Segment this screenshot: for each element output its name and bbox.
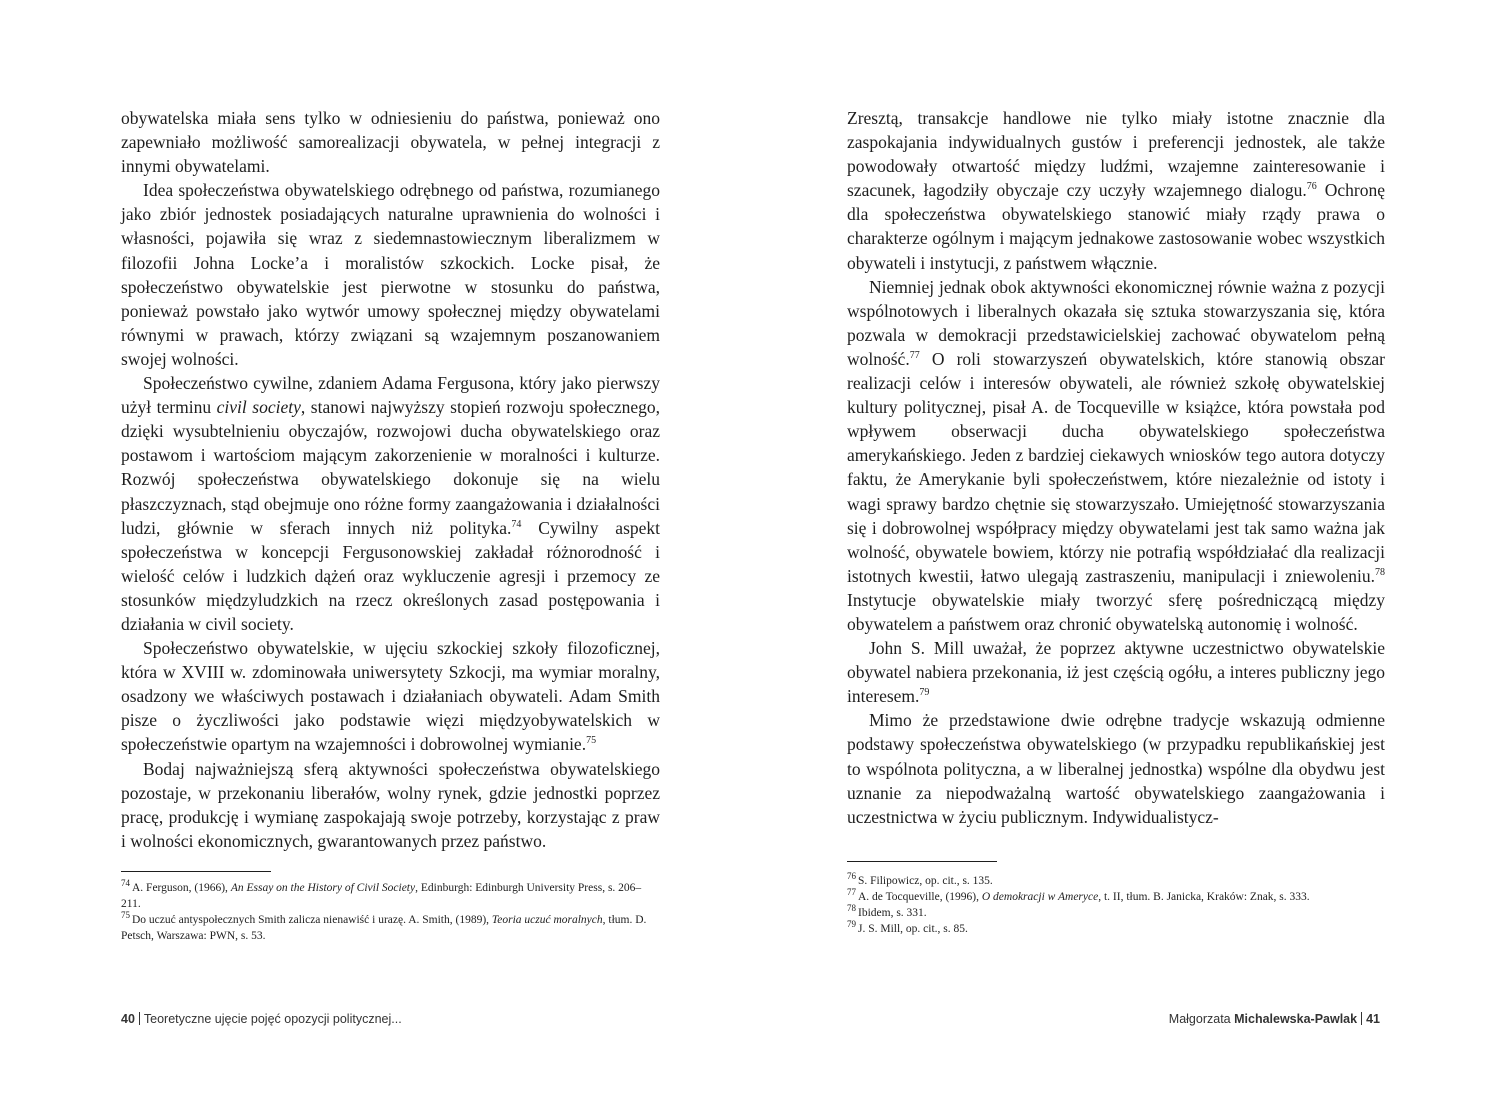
footnote-number: 77 [847, 887, 856, 898]
paragraph [121, 371, 660, 636]
text-run: Ochronę dla społeczeństwa obywatelskiego stanowić miały rządy prawa o charakterze ogólnym i mającym jednakowe zastosowanie wobec wszystkich obywateli i instytucji, z państwem włącznie. [847, 180, 1385, 273]
paragraph [121, 636, 660, 756]
italic-title: O demokracji w Ameryce [981, 891, 1099, 903]
footnote-number: 79 [847, 919, 856, 930]
text-run: O roli stowarzyszeń obywatelskich, które stanowią obszar realizacji celów i interesów obywateli, ale również szkołę obywatelskiej kultury politycznej, pisał A. de Tocqueville w książce, która powstała pod wpływem obserwacji ducha obywatelskiego społeczeństwa amerykańskiego. Jeden z bardziej ciekawych wniosków tego autora dotyczy faktu, że Amerykanie byli społeczeństwem, które niezależnie od istoty i wagi sprawy bardzo chętnie się stowarzyszało. Umiejętność stowarzyszania się i dobrowolnej współpracy między obywatelami jest tak samo ważna jak wolność, obywatele bowiem, którzy nie potrafią współdziałać dla realizacji istotnych kwestii, łatwo ulegają zastraszeniu, manipulacji i zniewoleniu. [847, 348, 1385, 586]
footnote-separator [847, 861, 997, 862]
text-run: Niemniej jednak obok aktywności ekonomicznej równie ważna z pozycji wspólnotowych i liberalnych okazała się sztuka stowarzyszania się, która pozwala w demokracji przedstawicielskiej zachować obywatelom pełną wolność. [847, 276, 1385, 369]
paragraph [847, 275, 1385, 636]
author-first-name: Małgorzata [1168, 1012, 1231, 1026]
paragraph [121, 178, 660, 371]
text-run: obywatelska miała sens tylko w odniesieniu do państwa, ponieważ ono zapewniało możliwość samorealizacji obywatela, w pełnej integracji z innymi obywatelami. [121, 108, 660, 177]
paragraph [121, 757, 660, 853]
text-run: A. de Tocqueville, (1996), [858, 891, 982, 903]
right-footnotes [847, 873, 1385, 937]
footnote [847, 889, 1385, 905]
footer-divider [1361, 1012, 1362, 1025]
text-run: Cywilny aspekt społeczeństwa w koncepcji Fergusonowskiej zakładał różnorodność i wielość celów i ludzkich dążeń oraz wykluczenie agresji i przemocy ze stosunków międzyludzkich na rzecz określonych zasad postępowania i działania w civil society. [121, 517, 661, 634]
text-run: , tłum. D. Petsch, Warszawa: PWN, s. 53. [121, 914, 647, 942]
footnote [847, 873, 1385, 889]
footnote-reference: 78 [1375, 566, 1385, 578]
footnote-reference: 74 [511, 518, 522, 530]
text-run: , stanowi najwyższy stopień rozwoju społecznego, dzięki wysubtelnieniu obyczajów, rozwojowi ducha obywatelskiego oraz postawom i wartościom mającym zakorzenienie w moralności i kulturze. Rozwój społeczeństwa obywatelskiego dokonuje się na wielu płaszczyznach, stąd obejmuje ono różne formy zaangażowania i działalności ludzi, głównie w sferach innych niż polityka. [121, 397, 660, 538]
footer-divider [139, 1012, 140, 1025]
text-run: S. Filipowicz, op. cit., s. 135. [858, 875, 993, 887]
italic-title: civil society [216, 397, 301, 418]
text-run: J. S. Mill, op. cit., s. 85. [858, 923, 968, 935]
text-run: John S. Mill uważał, że poprzez aktywne uczestnictwo obywatelskie obywatel nabiera przekonania, iż jest częścią ogółu, a interes publiczny jego interesem. [847, 638, 1385, 707]
text-run: Społeczeństwo obywatelskie, w ujęciu szkockiej szkoły filozoficznej, która w XVIII w. zdominowała uniwersytety Szkocji, ma wymiar moralny, osadzony we właściwych postawach i działaniach obywateli. Adam Smith pisze o życzliwości jako podstawie więzi międzyobywatelskich w społeczeństwie opartym na wzajemności i dobrowolnej wymianie. [121, 638, 660, 755]
right-body-text [847, 106, 1385, 829]
paragraph [121, 106, 660, 178]
text-run: Idea społeczeństwa obywatelskiego odrębnego od państwa, rozumianego jako zbiór jednostek posiadających naturalne uprawnienia do wolności i własności, pojawiła się wraz z siedemnastowiecznym liberalizmem w filozofii Johna Locke’a i moralistów szkockich. Locke pisał, że społeczeństwo obywatelskie jest pierwotne w stosunku do państwa, ponieważ powstało jako wytwór umowy społecznej między obywatelami równymi w prawach, którzy związani są wzajemnym poszanowaniem swojej wolności. [121, 180, 660, 369]
left-footnotes [121, 880, 660, 944]
paragraph [847, 708, 1385, 828]
text-run: Instytucje obywatelskie miały tworzyć sferę pośredniczącą między obywatelem a państwem oraz chronić obywatelską autonomię i wolność. [847, 589, 1385, 634]
footnote-number: 78 [847, 903, 856, 914]
footnote [847, 921, 1385, 937]
footnote-reference: 75 [586, 735, 597, 747]
page-number: 40 [121, 1012, 135, 1026]
page-number: 41 [1366, 1012, 1380, 1026]
right-running-footer [1169, 1012, 1380, 1026]
text-run: A. Ferguson, (1966), [132, 882, 231, 894]
footnote [121, 912, 660, 944]
footnote-reference: 77 [909, 350, 920, 362]
footnote [847, 905, 1385, 921]
left-body-text [121, 106, 660, 853]
footnote-reference: 79 [919, 687, 930, 699]
italic-title: Teoria uczuć moralnych [491, 914, 603, 926]
text-run: , t. II, tłum. B. Janicka, Kraków: Znak, s. 333. [1098, 891, 1310, 903]
text-run: Zresztą, transakcje handlowe nie tylko miały istotne znacznie dla zaspokajania indywidualnych gustów i preferencji jednostek, ale także powodowały otwartość między ludźmi, wzajemne zainteresowanie i szacunek, łagodziły obyczaje czy uczyły wzajemnego dialogu. [847, 108, 1385, 201]
running-title: Teoretyczne ujęcie pojęć opozycji politycznej... [143, 1012, 402, 1026]
footnote-reference: 76 [1306, 181, 1317, 193]
paragraph [847, 106, 1385, 275]
text-run: Społeczeństwo cywilne, zdaniem Adama Fergusona, który jako pierwszy użył terminu [121, 373, 660, 418]
italic-title: An Essay on the History of Civil Society [230, 882, 416, 894]
text-run: Ibidem, s. 331. [858, 907, 927, 919]
right-page [750, 0, 1500, 1118]
footnote-number: 74 [121, 878, 130, 889]
text-run: Do uczuć antyspołecznych Smith zalicza nienawiść i urazę. A. Smith, (1989), [132, 914, 492, 926]
footnote-number: 75 [121, 910, 130, 921]
text-run: , Edinburgh: Edinburgh University Press, s. 206–211. [121, 882, 642, 910]
text-run: Mimo że przedstawione dwie odrębne tradycje wskazują odmienne podstawy społeczeństwa obywatelskiego (w przypadku republikańskiej jest to wspólnota polityczna, a w liberalnej jednostka) wspólne dla obydwu jest uznanie za niepodważalną wartość obywatelskiego zaangażowania i uczestnictwa w życiu publicznym. Indywidualistycz- [847, 710, 1385, 827]
paragraph [847, 636, 1385, 708]
text-run: Bodaj najważniejszą sferą aktywności społeczeństwa obywatelskiego pozostaje, w przekonaniu liberałów, wolny rynek, gdzie jednostki poprzez pracę, produkcję i wymianę zaspokajają swoje potrzeby, korzystając z praw i wolności ekonomicznych, gwarantowanych przez państwo. [121, 758, 660, 851]
footnote [121, 880, 660, 912]
footnote-number: 76 [847, 871, 856, 882]
left-running-footer [121, 1012, 402, 1026]
footnote-separator [121, 871, 271, 872]
author-last-name: Michalewska-Pawlak [1234, 1012, 1358, 1026]
